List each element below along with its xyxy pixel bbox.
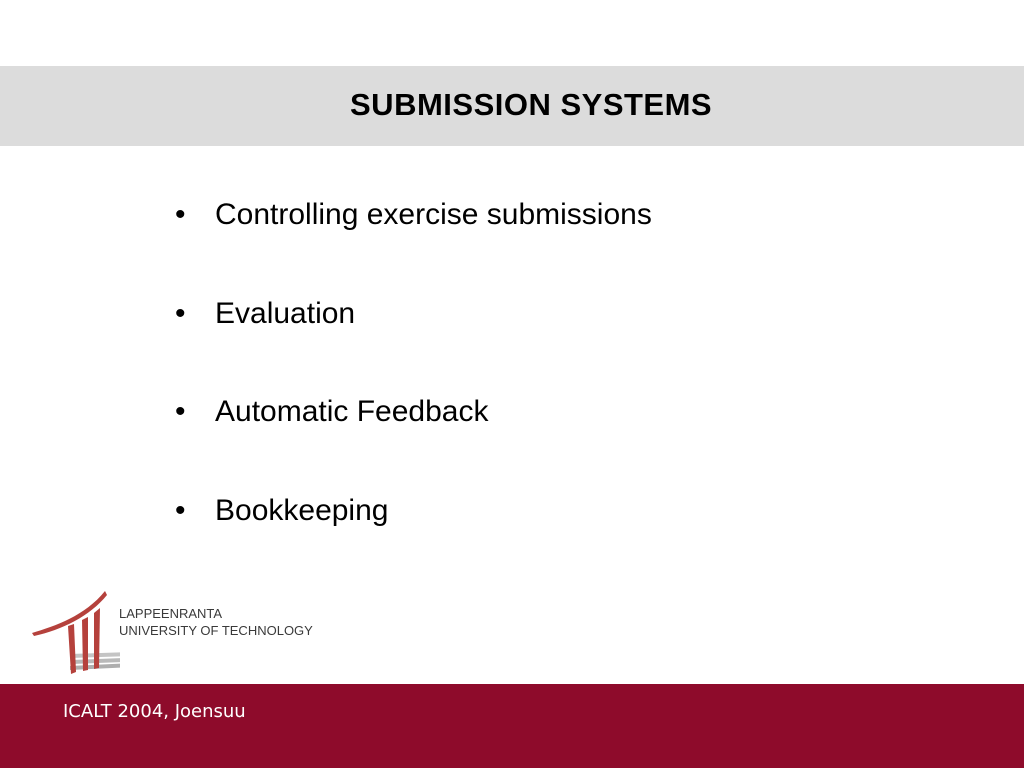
bullet-dot: •: [175, 198, 186, 231]
bullet-text: Evaluation: [215, 296, 356, 330]
logo-text-line1: LAPPEENRANTA: [119, 606, 223, 621]
bullet-dot: •: [175, 395, 186, 428]
bullet-dot: •: [175, 493, 186, 527]
logo-text-line2: UNIVERSITY OF TECHNOLOGY: [119, 623, 313, 638]
lut-logo-icon: [30, 588, 120, 678]
footer-band: [0, 684, 1024, 768]
slide-title: SUBMISSION SYSTEMS: [350, 87, 713, 122]
footer-text: ICALT 2004, Joensuu: [63, 701, 246, 722]
bullet-text: Controlling exercise submissions: [215, 198, 652, 231]
university-logo: [30, 588, 340, 678]
bullet-text: Bookkeeping: [215, 493, 389, 527]
bullet-dot: •: [175, 296, 186, 330]
bullet-text: Automatic Feedback: [215, 395, 489, 428]
